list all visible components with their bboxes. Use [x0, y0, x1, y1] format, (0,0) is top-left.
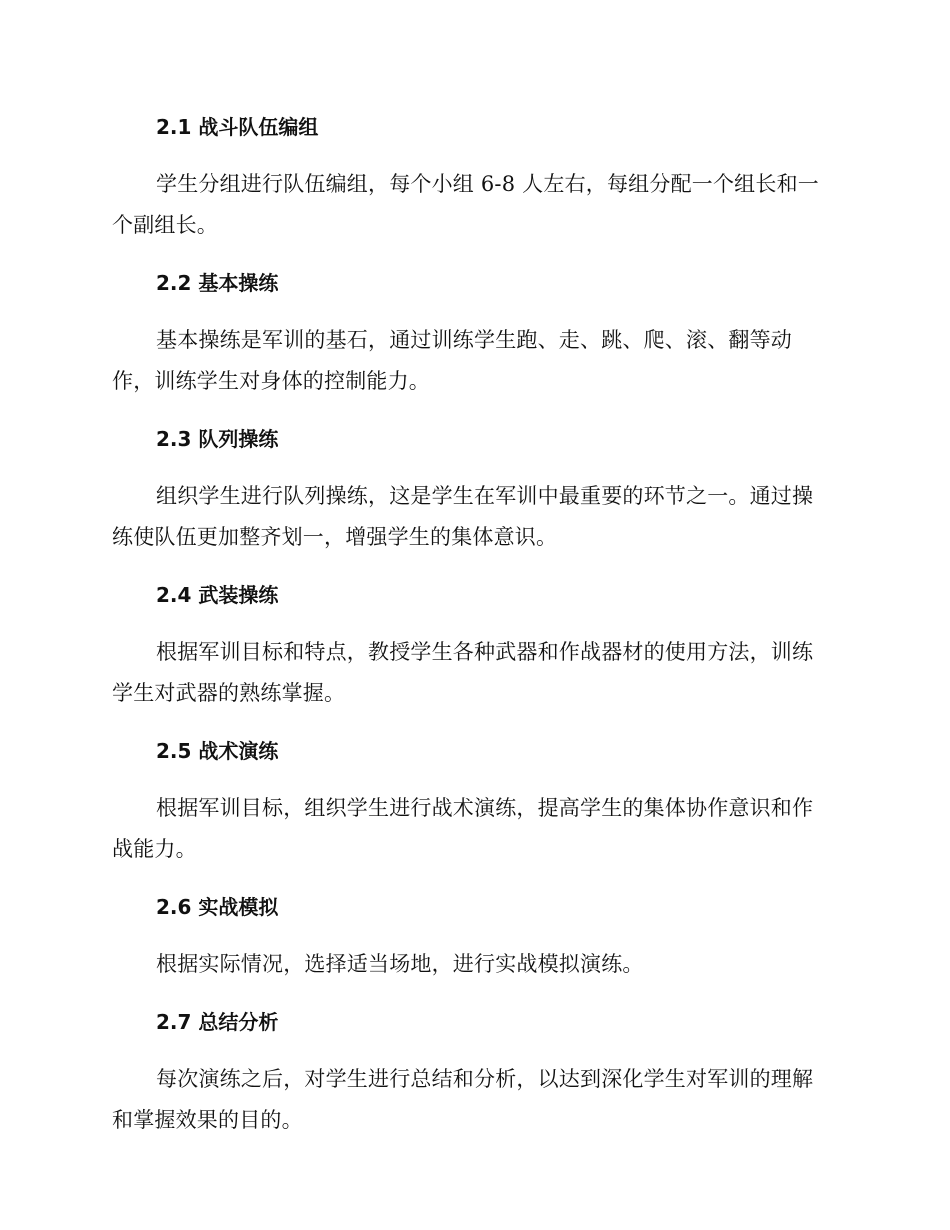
section-paragraph: 根据军训目标，组织学生进行战术演练，提高学生的集体协作意识和作战能力。	[112, 796, 814, 861]
section-heading: 2.2 基本操练	[156, 271, 279, 295]
section-heading: 2.1 战斗队伍编组	[156, 115, 319, 139]
section-heading: 2.4 武装操练	[156, 583, 279, 607]
section-paragraph: 学生分组进行队伍编组，每个小组 6-8 人左右，每组分配一个组长和一个副组长。	[112, 172, 819, 237]
section-2-6	[112, 892, 834, 985]
section-heading: 2.7 总结分析	[156, 1010, 279, 1034]
section-heading: 2.3 队列操练	[156, 427, 279, 451]
section-paragraph: 根据实际情况，选择适当场地，进行实战模拟演练。	[156, 952, 644, 976]
section-2-3	[112, 424, 834, 558]
section-2-2	[112, 268, 834, 402]
section-2-4	[112, 580, 834, 714]
section-paragraph: 基本操练是军训的基石，通过训练学生跑、走、跳、爬、滚、翻等动作，训练学生对身体的控制能力。	[112, 328, 792, 393]
section-2-5	[112, 736, 834, 870]
section-paragraph: 每次演练之后，对学生进行总结和分析，以达到深化学生对军训的理解和掌握效果的目的。	[112, 1067, 814, 1132]
section-paragraph: 根据军训目标和特点，教授学生各种武器和作战器材的使用方法，训练学生对武器的熟练掌握。	[112, 640, 814, 705]
section-heading: 2.6 实战模拟	[156, 895, 279, 919]
section-heading: 2.5 战术演练	[156, 739, 279, 763]
section-2-1	[112, 112, 834, 246]
section-2-7	[112, 1007, 834, 1141]
section-paragraph: 组织学生进行队列操练，这是学生在军训中最重要的环节之一。通过操练使队伍更加整齐划一，增强学生的集体意识。	[112, 484, 814, 549]
